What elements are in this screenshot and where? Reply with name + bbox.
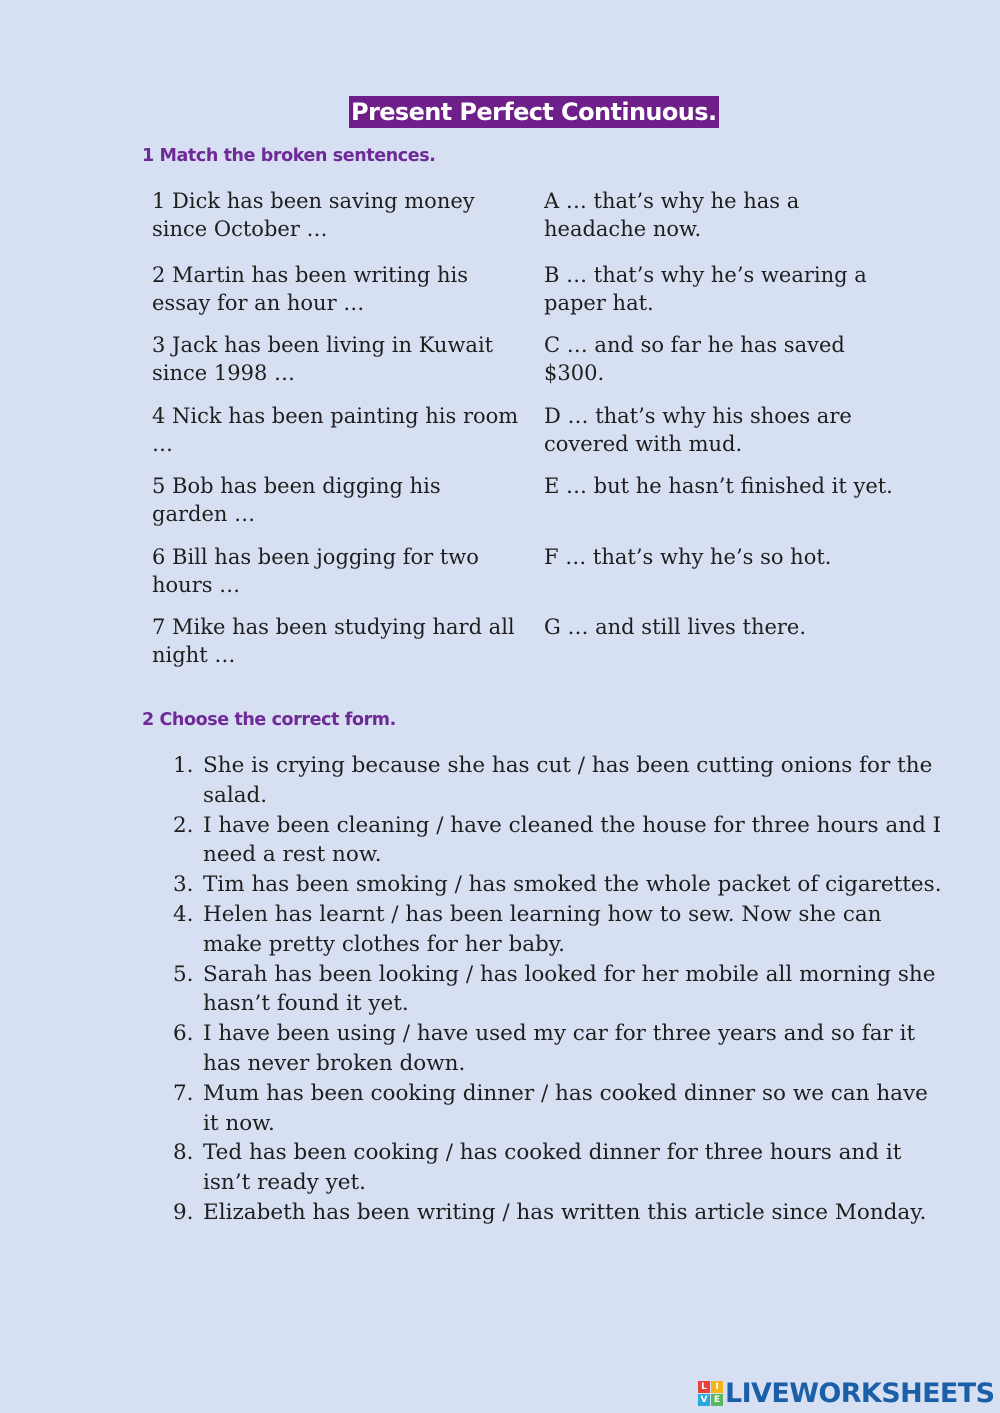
item-number: 3. xyxy=(173,872,194,898)
item-text: Tim has been smoking / has smoked the whole packet of cigarettes. xyxy=(203,872,942,898)
match-left-item-6: 6 Bill has been jogging for two hours … xyxy=(152,545,479,597)
match-right-item-f: F … that’s why he’s so hot. xyxy=(544,545,832,569)
match-left-item-4: 4 Nick has been painting his room … xyxy=(152,404,519,456)
logo-squares-icon xyxy=(698,1381,723,1406)
list-item xyxy=(152,1138,942,1198)
section-2-heading: 2 Choose the correct form. xyxy=(142,710,396,730)
match-right-item-e: E … but he hasn’t finished it yet. xyxy=(544,474,893,498)
item-text: She is crying because she has cut / has been cutting onions for the salad. xyxy=(203,753,933,808)
item-text: I have been cleaning / have cleaned the house for three hours and I need a rest now. xyxy=(203,812,942,868)
page-title: Present Perfect Continuous. xyxy=(351,98,717,126)
item-number: 4. xyxy=(173,901,194,927)
item-text: I have been using / have used my car for three years and so far it has never broken down. xyxy=(203,1021,916,1076)
item-number: 1. xyxy=(173,753,194,778)
list-item xyxy=(152,900,942,960)
liveworksheets-logo[interactable] xyxy=(698,1378,994,1408)
choice-list xyxy=(152,751,942,1228)
item-number: 5. xyxy=(173,961,194,987)
item-number: 2. xyxy=(173,812,194,838)
match-left-item-2: 2 Martin has been writing his essay for an hour … xyxy=(152,263,468,315)
item-text: Elizabeth has been writing / has written this article since Monday. xyxy=(203,1199,927,1225)
item-number: 7. xyxy=(173,1080,194,1106)
match-left-item-7: 7 Mike has been studying hard all night … xyxy=(152,615,515,667)
match-right-item-c: C … and so far he has saved $300. xyxy=(544,333,845,385)
match-right-item-g: G … and still lives there. xyxy=(544,615,807,639)
item-number: 9. xyxy=(173,1199,194,1225)
item-text: Mum has been cooking dinner / has cooked dinner so we can have it now. xyxy=(203,1080,928,1136)
match-right-item-b: B … that’s why he’s wearing a paper hat. xyxy=(544,263,867,315)
list-item xyxy=(152,751,942,811)
logo-letter: L xyxy=(698,1381,710,1393)
logo-letter: E xyxy=(711,1394,723,1406)
match-right-item-a: A … that’s why he has a headache now. xyxy=(544,189,800,241)
list-item xyxy=(152,1198,942,1228)
logo-text: LIVEWORKSHEETS xyxy=(725,1377,995,1409)
list-item xyxy=(152,811,942,871)
list-item xyxy=(152,1079,942,1139)
match-left-item-3: 3 Jack has been living in Kuwait since 1998 … xyxy=(152,333,494,385)
item-number: 6. xyxy=(173,1021,194,1047)
logo-letter: V xyxy=(698,1394,710,1406)
list-item xyxy=(152,960,942,1020)
match-left-item-1: 1 Dick has been saving money since October … xyxy=(152,189,475,241)
match-left-item-5: 5 Bob has been digging his garden … xyxy=(152,474,441,526)
item-number: 8. xyxy=(173,1140,194,1166)
item-text: Ted has been cooking / has cooked dinner for three hours and it isn’t ready yet. xyxy=(203,1140,902,1196)
list-item xyxy=(152,1019,942,1079)
logo-letter: I xyxy=(711,1381,723,1393)
item-text: Sarah has been looking / has looked for her mobile all morning she hasn’t found it yet. xyxy=(203,961,936,1017)
section-1-heading: 1 Match the broken sentences. xyxy=(142,146,436,166)
item-text: Helen has learnt / has been learning how to sew. Now she can make pretty clothes for her baby. xyxy=(203,901,882,957)
list-item xyxy=(152,870,942,900)
match-right-item-d: D … that’s why his shoes are covered with mud. xyxy=(544,404,852,456)
